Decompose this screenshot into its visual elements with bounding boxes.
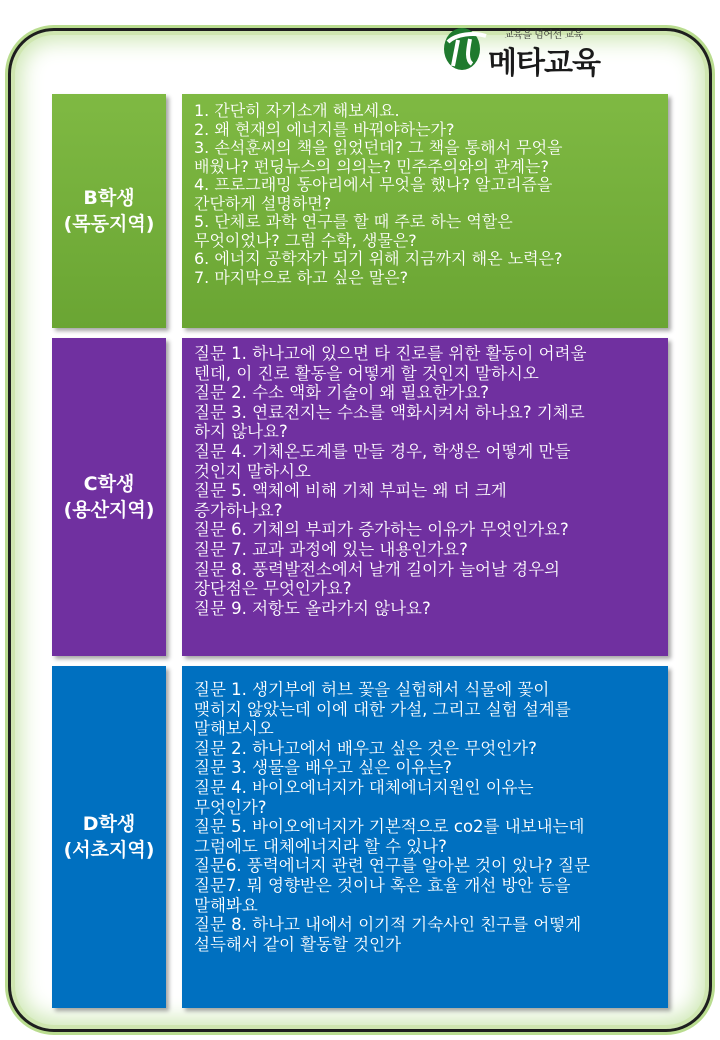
question-line: 질문 6. 기체의 부피가 증가하는 이유가 무엇인가요? bbox=[194, 520, 569, 540]
question-line: 질문 2. 수소 액화 기술이 왜 필요한가요? bbox=[194, 383, 490, 403]
question-line: 2. 왜 현재의 에너지를 바꿔야하는가? bbox=[194, 120, 455, 139]
question-line: 질문 7. 교과 과정에 있는 내용인가요? bbox=[194, 539, 468, 559]
question-line: 무엇이었나? 그럼 수학, 생물은? bbox=[194, 231, 417, 250]
pi-letter-logo-icon bbox=[440, 24, 490, 74]
question-line: 질문 2. 하나고에서 배우고 싶은 것은 무엇인가? bbox=[194, 738, 537, 758]
question-line: 질문 9. 저항도 올라가지 않나요? bbox=[194, 598, 431, 618]
student-name: C학생 bbox=[83, 473, 135, 495]
question-line: 그럼에도 대체에너지라 할 수 있나? bbox=[194, 836, 447, 856]
question-line: 1. 간단히 자기소개 해보세요. bbox=[194, 102, 400, 120]
question-line: 6. 에너지 공학자가 되기 위해 지금까지 해온 노력은? bbox=[194, 250, 563, 268]
question-line: 말해봐요 bbox=[194, 895, 258, 915]
question-line: 5. 단체로 과학 연구를 할 때 주로 하는 역할은 bbox=[194, 213, 513, 231]
student-region: (용산지역) bbox=[63, 499, 155, 521]
question-line: 질문 1. 하나고에 있으면 타 진로를 위한 활동이 어려울 bbox=[194, 344, 587, 363]
question-line: 설득해서 같이 활동할 것인가 bbox=[194, 934, 402, 954]
question-line: 질문 3. 생물을 배우고 싶은 이유는? bbox=[194, 758, 452, 778]
question-line: 질문 4. 바이오에너지가 대체에너지원인 이유는 bbox=[194, 777, 534, 797]
logo-name: 메타교육 bbox=[488, 46, 600, 81]
question-line: 질문 8. 풍력발전소에서 날개 길이가 늘어날 경우의 bbox=[194, 559, 560, 579]
student-region: (서초지역) bbox=[63, 839, 155, 861]
question-line: 맺히지 않았는데 이에 대한 가설, 그리고 실험 설계를 bbox=[194, 699, 571, 719]
question-line: 텐데, 이 진로 활동을 어떻게 할 것인지 말하시오 bbox=[194, 363, 539, 383]
question-line: 말해보시오 bbox=[194, 719, 274, 739]
question-line: 하지 않나요? bbox=[194, 422, 288, 442]
student-name: B학생 bbox=[83, 187, 135, 209]
question-line: 3. 손석훈씨의 책을 읽었던데? 그 책을 통해서 무엇을 bbox=[194, 139, 563, 157]
question-line: 질문 1. 생기부에 허브 꽃을 실험해서 식물에 꽃이 bbox=[194, 680, 550, 699]
student-b-label bbox=[52, 94, 166, 328]
question-line: 간단하게 설명하면? bbox=[194, 194, 332, 213]
question-line: 장단점은 무엇인가요? bbox=[194, 579, 352, 599]
question-line: 질문 3. 연료전지는 수소를 액화시켜서 하나요? 기체로 bbox=[194, 402, 585, 422]
logo-tagline: 교육을 넘어선 교육 bbox=[504, 30, 583, 41]
question-line: 질문7. 뭐 영향받은 것이나 혹은 효율 개선 방안 등을 bbox=[194, 875, 571, 895]
student-c-label bbox=[52, 338, 166, 656]
question-line: 질문6. 풍력에너지 관련 연구를 알아본 것이 있나? 질문 bbox=[194, 856, 590, 876]
student-region: (목동지역) bbox=[63, 213, 155, 235]
question-line: 증가하나요? bbox=[194, 500, 283, 520]
question-line: 질문 5. 바이오에너지가 기본적으로 co2를 내보내는데 bbox=[194, 817, 585, 837]
student-d-questions bbox=[182, 666, 668, 1008]
question-line: 배웠나? 펀딩뉴스의 의의는? 민주주의와의 관계는? bbox=[194, 157, 549, 176]
student-c-questions bbox=[182, 338, 668, 656]
question-line: 질문 4. 기체온도계를 만들 경우, 학생은 어떻게 만들 bbox=[194, 441, 571, 461]
question-line: 것인지 말하시오 bbox=[194, 461, 311, 481]
meta-education-logo bbox=[438, 20, 638, 80]
student-d-label bbox=[52, 666, 166, 1008]
question-line: 4. 프로그래밍 동아리에서 무엇을 했나? 알고리즘을 bbox=[194, 176, 553, 194]
student-b-questions bbox=[182, 94, 668, 328]
student-name: D학생 bbox=[82, 813, 136, 835]
question-line: 질문 8. 하나고 내에서 이기적 기숙사인 친구를 어떻게 bbox=[194, 915, 582, 935]
question-line: 무엇인가? bbox=[194, 797, 267, 817]
question-line: 질문 5. 액체에 비해 기체 부피는 왜 더 크게 bbox=[194, 481, 507, 501]
question-line: 7. 마지막으로 하고 싶은 말은? bbox=[194, 268, 409, 287]
